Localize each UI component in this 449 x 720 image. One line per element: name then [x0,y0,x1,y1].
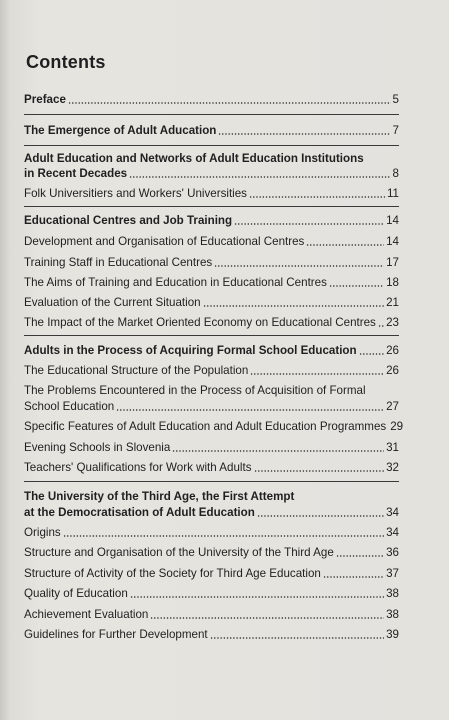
toc-entry-title: The Aims of Training and Education in Educational Centres [24,276,327,289]
toc-entry-training-staff [24,255,399,270]
dot-leader [129,175,390,179]
toc-entry-adults-process [24,343,399,358]
toc-entry-title: Educational Centres and Job Training [24,214,233,227]
toc-entry-emergence [24,123,399,138]
section-divider [24,481,399,482]
toc-entry-specific-features [24,419,404,434]
toc-page-number: 38 [386,608,399,621]
dot-leader [214,264,384,268]
toc-page-number: 26 [386,364,399,377]
section-divider [24,206,399,207]
toc-page-number: 29 [390,420,404,433]
toc-entry-evaluation [24,295,399,310]
toc-entry-educational-structure [24,363,399,378]
dot-leader [234,222,384,226]
toc-entry-market-impact [24,315,399,330]
dot-leader [254,469,385,473]
toc-page-number: 14 [386,235,399,248]
toc-page-number: 8 [392,167,399,180]
toc-entry-title: Evaluation of the Current Situation [24,296,201,309]
toc-entry-title: Folk Universitiers and Workers' Universities [24,187,247,200]
dot-leader [116,408,384,412]
toc-entry-quality [24,586,399,601]
toc-page-number: 18 [386,276,399,289]
toc-page-number: 27 [386,400,399,413]
toc-entry-folk-universities [24,186,399,201]
toc-page-number: 39 [386,628,399,641]
toc-entry-title: The Impact of the Market Oriented Economy on Educational Centres [24,316,376,329]
toc-entry-achievement [24,607,399,622]
toc-entry-title-line1: The Problems Encountered in the Process of Acquisition of Formal [24,384,366,397]
toc-entry-title-line1: The University of the Third Age, the First Attempt [24,490,295,503]
toc-entry-title: Teachers' Qualifications for Work with Adults [24,461,252,474]
toc-entry-title: at the Democratisation of Adult Education [24,506,255,519]
dot-leader [250,372,384,376]
dot-leader [68,101,391,105]
toc-page-number: 34 [386,506,399,519]
toc-page-number: 31 [386,441,399,454]
toc-entry-structure-activity [24,566,399,581]
toc-entry-title: Structure and Organisation of the University of the Third Age [24,546,334,559]
toc-entry-preface [24,92,399,107]
dot-leader [218,132,390,136]
toc-entry-title: Adults in the Process of Acquiring Formal School Education [24,344,357,357]
dot-leader [172,449,384,453]
toc-page-number: 11 [386,187,399,200]
toc-entry-third-age [24,505,399,520]
toc-entry-title: Structure of Activity of the Society for Third Age Education [24,567,321,580]
dot-leader [323,575,384,579]
dot-leader [249,195,385,199]
toc-page-number: 36 [386,546,399,559]
toc-page-number: 37 [386,567,399,580]
toc-page-number: 38 [386,587,399,600]
dot-leader [378,324,384,328]
toc-entry-title-line1: Adult Education and Networks of Adult Education Institutions [24,152,364,165]
toc-entry-title: School Education [24,400,115,413]
toc-entry-title: Development and Organisation of Educational Centres [24,235,305,248]
toc-entry-origins [24,525,399,540]
dot-leader [257,514,384,518]
dot-leader [336,554,384,558]
toc-entry-title: Preface [24,93,66,106]
toc-entry-title: Quality of Education [24,587,128,600]
toc-page-number: 21 [386,296,399,309]
toc-entry-networks [24,166,399,181]
section-divider [24,114,399,115]
section-divider [24,335,399,336]
toc-entry-development [24,234,399,249]
dot-leader [329,284,384,288]
toc-entry-title: Origins [24,526,61,539]
dot-leader [150,616,384,620]
dot-leader [306,243,384,247]
toc-page-number: 32 [386,461,399,474]
toc-entry-evening-schools [24,440,399,455]
toc-page-number: 23 [386,316,399,329]
toc-entry-teachers-qualifications [24,460,399,475]
toc-page-number: 7 [392,124,399,137]
toc-entry-title: Specific Features of Adult Education and Adult Education Programmes [24,420,387,433]
toc-entry-title: The Educational Structure of the Population [24,364,249,377]
toc-entry-aims [24,275,399,290]
toc-entry-title: Achievement Evaluation [24,608,149,621]
toc-entry-structure-organisation [24,545,399,560]
toc-entry-title: Guidelines for Further Development [24,628,208,641]
toc-entry-educational-centres [24,213,399,228]
section-divider [24,145,399,146]
toc-page-number: 17 [386,256,399,269]
toc-entry-problems [24,399,399,414]
toc-entry-title: in Recent Decades [24,167,128,180]
toc-entry-title: The Emergence of Adult Aducation [24,124,217,137]
toc-page-number: 5 [392,93,399,106]
dot-leader [210,636,384,640]
toc-entry-guidelines [24,627,399,642]
toc-entry-title: Evening Schools in Slovenia [24,441,171,454]
toc-page-number: 34 [386,526,399,539]
dot-leader [359,352,384,356]
toc-page-number: 26 [386,344,399,357]
toc-entry-title: Training Staff in Educational Centres [24,256,213,269]
toc-page-number: 14 [386,214,399,227]
dot-leader [130,595,384,599]
page-title: Contents [26,52,106,72]
dot-leader [63,534,384,538]
dot-leader [203,304,385,308]
